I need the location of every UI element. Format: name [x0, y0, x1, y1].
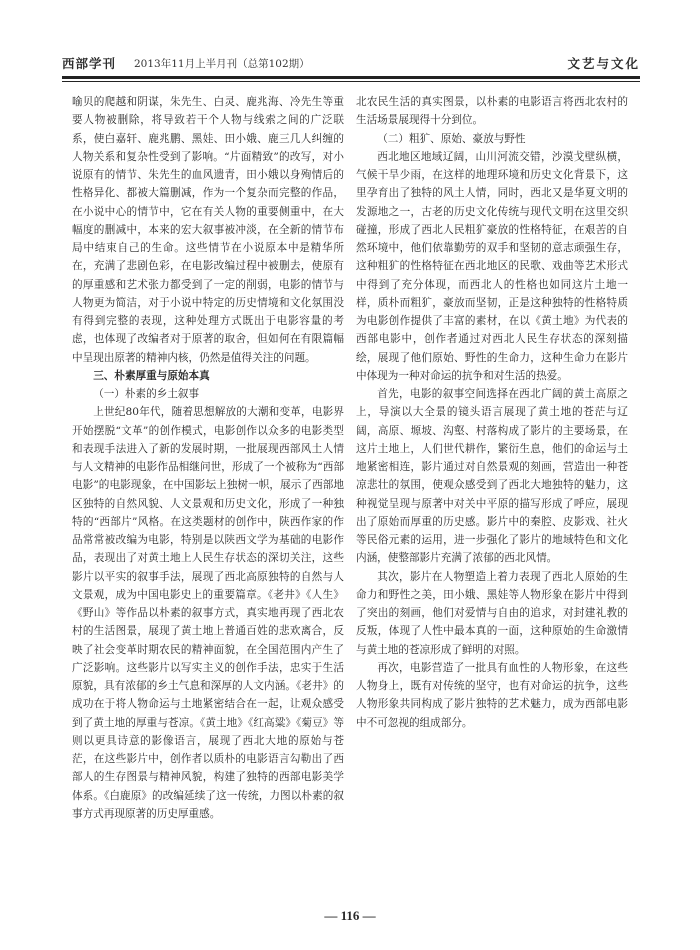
paragraph: 其次，影片在人物塑造上着力表现了西北人原始的生命力和野性之美，田小娥、黑娃等人物形象在影片中得到了突出的刻画，他们对爱情与自由的追求，对封建礼教的反叛，体现了人性中最本真的一面，这种原始的生命激情与黄土地的苍凉形成了鲜明的对照。 — [356, 570, 628, 656]
subsection-heading: （二）粗犷、原始、豪放与野性 — [377, 132, 526, 145]
left-column — [72, 93, 344, 823]
section-heading: 三、朴素厚重与原始本真 — [93, 369, 210, 382]
paragraph: 北农民生活的真实图景，以朴素的电影语言将西北农村的生活场景展现得十分到位。 — [356, 96, 628, 127]
paragraph: 首先，电影的叙事空间选择在西北广阔的黄土高原之上，导演以大全景的镜头语言展现了黄土地的苍茫与辽阔，高原、塬坡、沟壑、村落构成了影片的主要场景，在这片土地上，人们世代耕作，繁衍生息，他们的命运与土地紧密相连，影片通过对自然景观的刻画，营造出一种苍凉悲壮的氛围，使观众感受到了西北大地独特的魅力，这种视觉呈现与原著中对关中平原的描写形成了呼应，展现出了原始而厚重的历史感。影片中的秦腔、皮影戏、社火等民俗元素的运用，进一步强化了影片的地域特色和文化内涵，使整部影片充满了浓郁的西北风情。 — [356, 388, 628, 565]
paragraph: 喻贝的爬越和阴谋，朱先生、白灵、鹿兆海、冷先生等重要人物被删除，将导致若干个人物与线索之间的广泛联系，使白嘉轩、鹿兆鹏、黑娃、田小娥、鹿三几人纠缠的人物关系和复杂性受到了影响。“片面精致”的改写，对小说原有的情节、朱先生的血风遗青，田小娥以身殉情后的性格异化、都被大篇删减，作为一个复杂而完整的作品，在小说中心的情节中，它在有关人物的重要侧重中，在大幅度的删减中，本来的宏大叙事被冲淡，在全新的情节布局中结束自己的生命。这些情节在小说原本中是精华所在，充满了悲剧色彩，在电影改编过程中被删去，使原有的厚重感和艺术张力都受到了一定的削弱，电影的情节与人物更为简洁，对于小说中特定的历史情境和文化氛围没有得到完整的表现，这种处理方式既出于电影容量的考虑，也体现了改编者对于原著的取舍，但如何在有限篇幅中呈现出原著的精神内核，仍然是值得关注的问题。 — [72, 96, 344, 364]
right-column — [356, 93, 628, 732]
header-rule-thin — [62, 81, 640, 82]
subsection-heading: （一）朴素的乡土叙事 — [93, 388, 200, 400]
journal-masthead: 西部学刊 — [62, 56, 117, 71]
paragraph: 再次，电影营造了一批具有血性的人物形象，在这些人物身上，既有对传统的坚守，也有对命运的抗争，这些人物形象共同构成了影片独特的艺术魅力，成为西部电影中不可忽视的组成部分。 — [356, 661, 628, 729]
issue-info: 2013年11月上半月刊（总第102期） — [134, 58, 310, 70]
header-rule-thick — [62, 76, 640, 79]
page-header — [62, 52, 640, 74]
page-number: — 116 — — [324, 908, 376, 923]
paragraph: 西北地区地域辽阔，山川河流交错，沙漠戈壁纵横，气候干旱少雨，在这样的地理环境和历史文化背景下，这里孕育出了独特的风土人情，同时，西北又是华夏文明的发源地之一，古老的历史文化传统与现代文明在这里交织碰撞，形成了西北人民粗犷豪放的性格特征，在艰苦的自然环境中，他们依靠勤劳的双手和坚韧的意志顽强生存，这种粗犷的性格特征在西北地区的民歌、戏曲等艺术形式中得到了充分体现，而西北人的性格也如同这片土地一样，质朴而粗犷，豪放而坚韧，正是这种独特的性格特质为电影创作提供了丰富的素材，在以《黄土地》为代表的西部电影中，创作者通过对西北人民生存状态的深刻描绘，展现了他们原始、野性的生命力，这种生命力在影片中体现为一种对命运的抗争和对生活的热爱。 — [356, 150, 628, 382]
paragraph: 上世纪80年代，随着思想解放的大潮和变革，电影界开始摆脱“文革”的创作模式，电影创作以众多的电影类型和表现手法进入了新的发展时期，一批展现西部风土人情与人文精神的电影作品相继问世，形成了一个被称为“西部电影”的电影现象，在中国影坛上独树一帜，展示了西部地区独特的自然风貌、人文景观和历史文化，形成了一种独特的“西部片”风格。在这类题材的创作中，陕西作家的作品常常被改编为电影，特别是以陕西文学为基础的电影作品，表现出了对黄土地上人民生存状态的深切关注，这些影片以平实的叙事手法，展现了西北高原独特的自然与人文景观，成为中国电影史上的重要篇章。《老井》《人生》《野山》等作品以朴素的叙事方式，真实地再现了西北农村的生活图景，展现了黄土地上普通百姓的悲欢离合，反映了社会变革时期农民的精神面貌，在全国范围内产生了广泛影响。这些影片以写实主义的创作手法，忠实于生活原貌，具有浓郁的乡土气息和深厚的人文内涵。《老井》的成功在于将人物命运与土地紧密结合在一起，让观众感受到了黄土地的厚重与苍凉。《黄土地》《红高粱》《菊豆》等则以更具诗意的影像语言，展现了西北大地的原始与苍茫，在这些影片中，创作者以质朴的电影语言勾勒出了西部人的生存图景与精神风貌，构建了独特的西部电影美学体系。《白鹿原》的改编延续了这一传统，力图以朴素的叙事方式再现原著的历史厚重感。 — [72, 406, 344, 820]
section-title: 文艺与文化 — [567, 56, 640, 71]
